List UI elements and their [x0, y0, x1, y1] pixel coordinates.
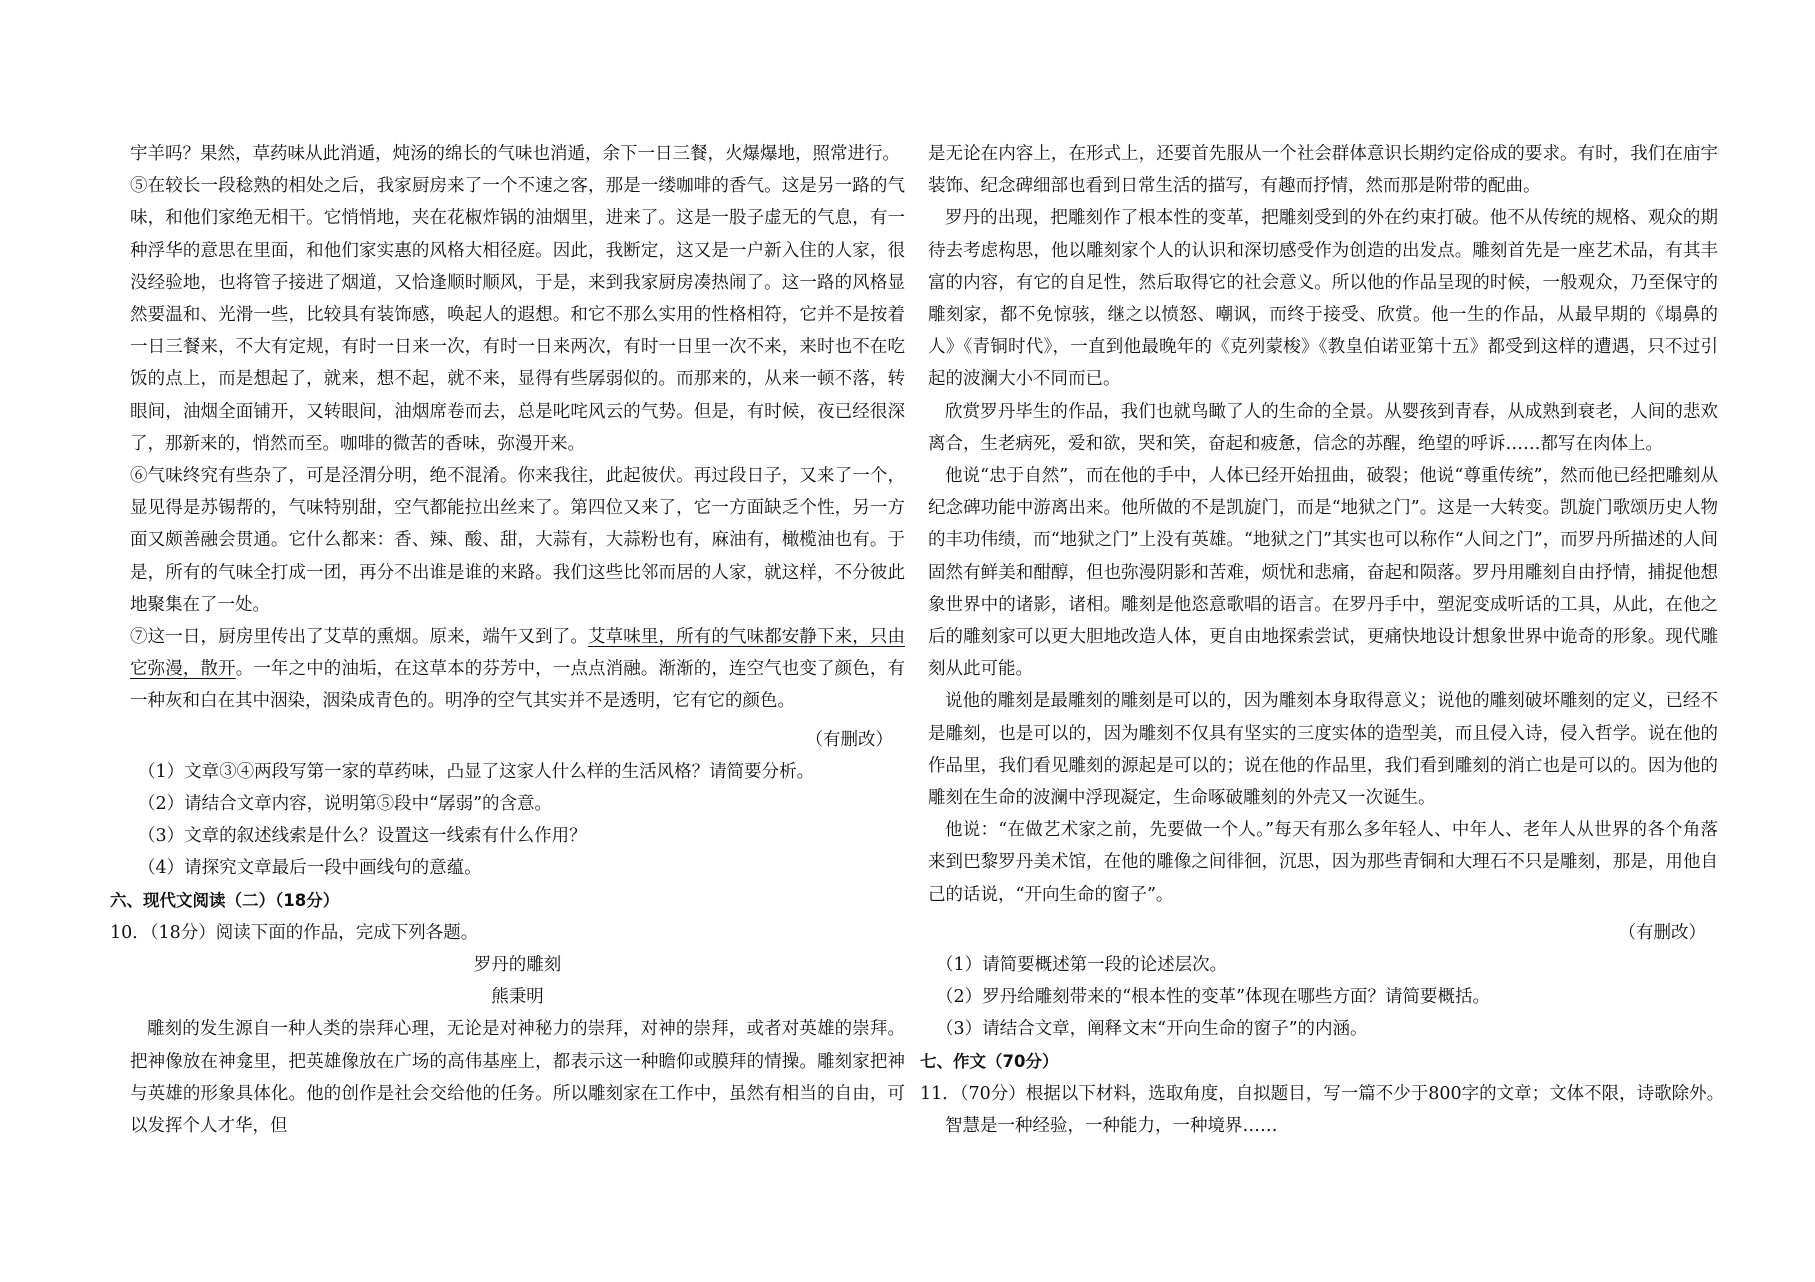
abridged-note: （有删改） — [1618, 922, 1706, 943]
paragraph-7-text-a: ⑦这一日，厨房里传出了艾草的熏烟。原来，端午又到了。 — [130, 627, 589, 648]
article-paragraph-4: 他说“忠于自然”，而在他的手中，人体已经开始扭曲，破裂；他说“尊重传统”，然而他已经把雕刻从纪念碑功能中游离出来。他所做的不是凯旋门，而是“地狱之门”。这是一大转变。凯旋门歌颂历史人物的丰功伟绩，而“地狱之门”上没有英雄。“地狱之门”其实也可以称作“人间之门”，而罗丹所描述的人间固然有鲜美和酣醇，但也弥漫阴影和苦难，烦忧和悲痛，奋起和陨落。罗丹用雕刻自由抒情，捕捉他想象世界中的诸影，诸相。雕刻是他恣意歌唱的语言。在罗丹手中，塑泥变成听话的工具，从此，在他之后的雕刻家可以更大胆地改造人体，更自由地探索尝试，更痛快地设计想象世界中诡奇的形象。现代雕刻从此可能。 — [928, 466, 1718, 680]
article-paragraph-1-cont: 是无论在内容上，在形式上，还要首先服从一个社会群体意识长期约定俗成的要求。有时，我们在庙宇装饰、纪念碑细部也看到日常生活的描写，有趣而抒情，然而那是附带的配曲。 — [928, 144, 1718, 197]
question-10-3: （3）请结合文章，阐释文末“开向生命的窗子”的内涵。 — [936, 1019, 1368, 1040]
question-10-1: （1）请简要概述第一段的论述层次。 — [936, 955, 1228, 976]
underlined-sentence-part2: 散开 — [200, 659, 236, 680]
section-7-heading: 七、作文（70分） — [920, 1051, 1059, 1071]
passage-paragraph-5: ⑤在较长一段稔熟的相处之后，我家厨房来了一个不速之客，那是一缕咖啡的香气。这是另一路的气味，和他们家绝无相干。它悄悄地，夹在花椒炸锅的油烟里，进来了。这是一股子虚无的气息，有一种浮华的意思在里面，和他们家实惠的风格大相径庭。因此，我断定，这又是一户新入住的人家，很没经验地，也将管子接进了烟道，又恰逢顺时顺风，于是，来到我家厨房凑热闹了。这一路的风格显然要温和、光滑一些，比较具有装饰感，唤起人的遐想。和它不那么实用的性格相符，它并不是按着一日三餐来，不大有定规，有时一日来一次，有时一日来两次，有时一日里一次不来，来时也不在吃饭的点上，而是想起了，就来，想不起，就不来，显得有些孱弱似的。而那来的，从来一顿不落，转眼间，油烟全面铺开，又转眼间，油烟席卷而去，总是叱咤风云的气势。但是，有时候，夜已经很深了，那新来的，悄然而至。咖啡的微苦的香味，弥漫开来。 — [130, 176, 905, 454]
article-paragraph-6: 他说：“在做艺术家之前，先要做一个人。”每天有那么多年轻人、中年人、老年人从世界的各个角落来到巴黎罗丹美术馆，在他的雕像之间徘徊，沉思，因为那些青铜和大理石不只是雕刻，那是，用他自己的话说，“开向生命的窗子”。 — [928, 820, 1718, 905]
article-paragraph-1: 雕刻的发生源自一种人类的崇拜心理，无论是对神秘力的崇拜，对神的崇拜，或者对英雄的崇拜。把神像放在神龛里，把英雄像放在广场的高伟基座上，都表示这一种瞻仰或膜拜的情操。雕刻家把神与英雄的形象具体化。他的创作是社会交给他的任务。所以雕刻家在工作中，虽然有相当的自由，可以发挥个人才华，但 — [130, 1019, 905, 1137]
article-paragraph-5: 说他的雕刻是最雕刻的雕刻是可以的，因为雕刻本身取得意义；说他的雕刻破坏雕刻的定义，已经不是雕刻，也是可以的，因为雕刻不仅具有坚实的三度实体的造型美，而且侵入诗，侵入哲学。说在他的作品里，我们看见雕刻的源起是可以的；说在他的作品里，我们看到雕刻的消亡也是可以的。因为他的雕刻在生命的波澜中浮现凝定，生命啄破雕刻的外壳又一次诞生。 — [928, 691, 1718, 809]
article-paragraph-3: 欣赏罗丹毕生的作品，我们也就鸟瞰了人的生命的全景。从婴孩到青春，从成熟到衰老，人间的悲欢离合，生老病死，爱和欲，哭和笑，奋起和疲惫，信念的苏醒，绝望的呼诉……都写在肉体上。 — [928, 401, 1718, 454]
section-6-heading: 六、现代文阅读（二）（18分） — [110, 890, 340, 910]
question-11-prompt: 11．（70分）根据以下材料，选取角度，自拟题目，写一篇不少于800字的文章；文体不限，诗歌除外。 — [920, 1083, 1725, 1104]
passage-paragraph-cont: 宇羊吗？果然，草药味从此消遁，炖汤的绵长的气味也消遁，余下一日三餐，火爆爆地，照常进行。 — [130, 144, 900, 164]
passage-paragraph-6: ⑥气味终究有些杂了，可是泾渭分明，绝不混淆。你来我往，此起彼伏。再过段日子，又来了一个，显见得是苏锡帮的，气味特别甜，空气都能拉出丝来了。第四位又来了，它一方面缺乏个性，另一方面又颇善融会贯通。它什么都来：香、辣、酸、甜，大蒜有，大蒜粉也有，麻油有，橄榄油也有。于是，所有的气味全打成一团，再分不出谁是谁的来路。我们这些比邻而居的人家，就这样，不分彼此地聚集在了一处。 — [130, 466, 905, 615]
question-2: （2）请结合文章内容，说明第⑤段中“孱弱”的含意。 — [138, 794, 553, 815]
right-column — [920, 138, 1725, 1142]
abridged-note: （有删改） — [805, 729, 893, 750]
question-10-intro: 10．（18分）阅读下面的作品，完成下列各题。 — [110, 922, 479, 943]
question-4: （4）请探究文章最后一段中画线句的意蕴。 — [138, 858, 482, 879]
question-10-2: （2）罗丹给雕刻带来的“根本性的变革”体现在哪些方面？请简要概括。 — [936, 987, 1491, 1008]
essay-material: 智慧是一种经验，一种能力，一种境界…… — [945, 1116, 1278, 1137]
question-1: （1）文章③④两段写第一家的草药味，凸显了这家人什么样的生活风格？请简要分析。 — [138, 761, 815, 782]
passage-paragraph-7 — [130, 621, 905, 718]
article-author: 熊秉明 — [491, 987, 544, 1008]
article-title: 罗丹的雕刻 — [473, 955, 562, 976]
article-paragraph-2: 罗丹的出现，把雕刻作了根本性的变革，把雕刻受到的外在约束打破。他不从传统的规格、观众的期待去考虑构思，他以雕刻家个人的认识和深切感受作为创造的出发点。雕刻首先是一座艺术品，有其丰富的内容，有它的自足性，然后取得它的社会意义。所以他的作品呈现的时候，一般观众，乃至保守的雕刻家，都不免惊骇，继之以愤怒、嘲讽，而终于接受、欣赏。他一生的作品，从最早期的《塌鼻的人》《青铜时代》，一直到他最晚年的《克列蒙梭》《教皇伯诺亚第十五》都受到这样的遭遇，只不过引起的波澜大小不同而已。 — [928, 208, 1718, 390]
question-3: （3）文章的叙述线索是什么？设置这一线索有什么作用？ — [138, 826, 587, 847]
paragraph-7-text-b: 。一年之中的油垢，在这草本的芬芳中，一点点消融。渐渐的，连空气也变了颜色，有一种灰和白在其中洇染，洇染成青色的。明净的空气其实并不是透明，它有它的颜色。 — [130, 659, 906, 712]
underlined-sentence-part1: 艾草味里，所有的气味都安静下来，只由它弥漫， — [130, 627, 906, 680]
left-column — [110, 138, 906, 1142]
